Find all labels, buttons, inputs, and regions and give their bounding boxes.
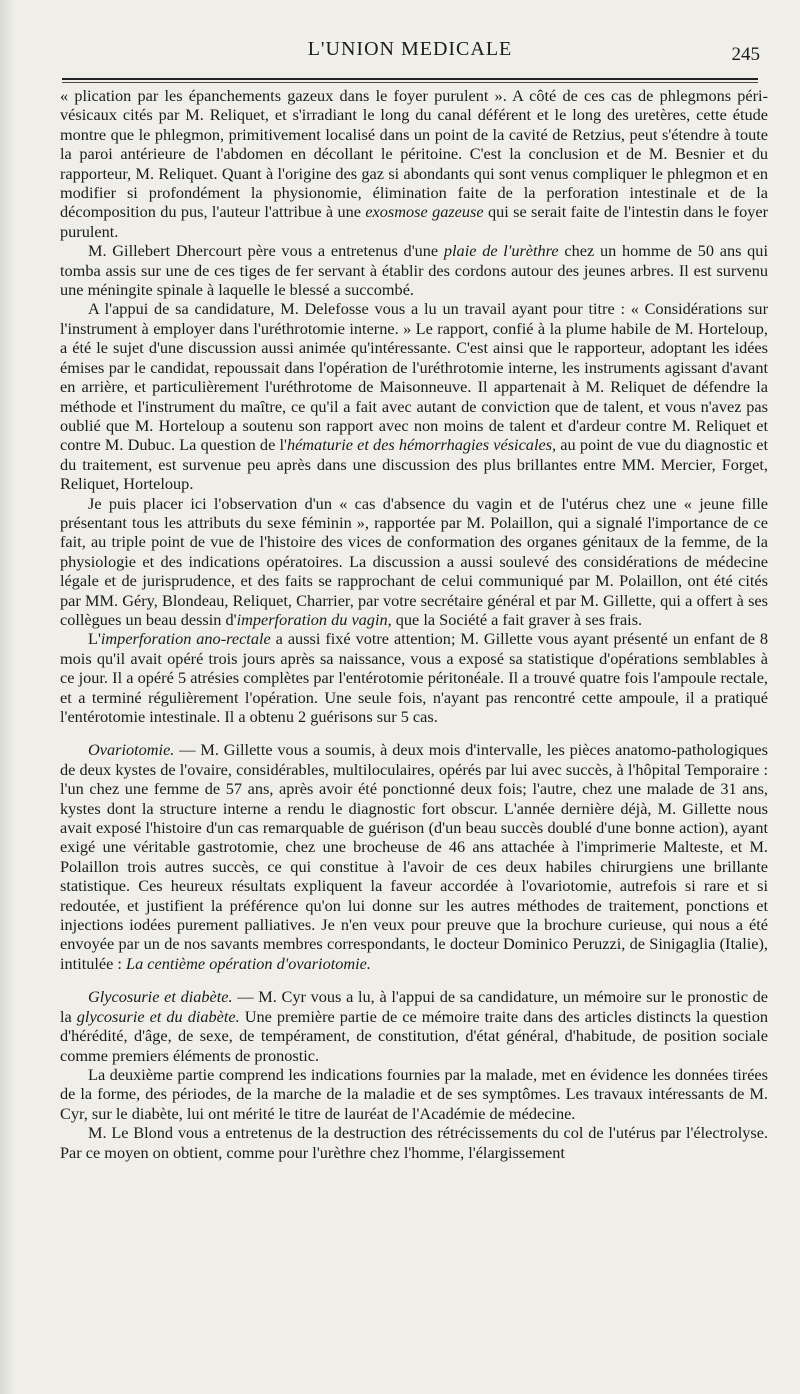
article-body	[60, 86, 768, 1162]
page-number: 245	[731, 44, 760, 65]
paragraph	[60, 494, 768, 630]
paragraph	[60, 1065, 768, 1123]
paragraph	[60, 1123, 768, 1162]
text-run: La deuxième partie comprend les indications fournies par la malade, met en évidence les données tirées de la forme, des périodes, de la marche de la maladie et de ses symptômes. Les travaux intéressants de M. Cyr, sur le diabète, lui ont mérité le titre de lauréat de l'Académie de médecine.	[60, 1064, 768, 1123]
text-run: au point de vue du diagnostic et du traitement, est survenue peu après dans une discussion des plus brillantes entre MM. Mercier, Forget, Reliquet, Horteloup.	[60, 435, 769, 494]
italic-text: imperforation ano-rectale	[100, 629, 271, 649]
page-gutter	[0, 0, 14, 1394]
text-run: a aussi fixé votre attention; M. Gillette vous ayant présenté un enfant de 8 mois qu'il avait opéré trois jours après sa naissance, vous a exposé sa statistique d'opérations semblables à ce jour. Il a opéré 5 atrésies complètes par l'entérotomie péritonéale. Il a trouvé quatre fois l'ampoule rectale, et a terminé régulièrement l'opération. Une seule fois, n'ayant pas rencontré cette ampoule, il a pratiqué l'entérotomie intestinale. Il a obtenu 2 guérisons sur 5 cas.	[60, 629, 768, 726]
page-header	[60, 38, 760, 68]
italic-text: exosmose gazeuse	[365, 202, 484, 222]
italic-text: plaie de l'urèthre	[443, 241, 559, 261]
text-run: « plication par les épanchements gazeux dans le foyer purulent ». A côté de ces cas de phlegmons péri-vésicaux cités par M. Reliquet, et s'irradiant le long du canal déférent et le long des uretères, cette étude montre que le phlegmon, primitivement localisé dans un point de la cavité de Retzius, peut s'étendre à toute la paroi antérieure de l'abdomen en décollant le péritoine. C'est la conclusion et de M. Besnier et du rapporteur, M. Reliquet. Quant à l'origine des gaz si abondants qui sont venus compliquer le phlegmon et en modifier si profondément la physionomie, élimination faite de la perforation intestinale et de la décomposition du pus, l'auteur l'attribue à une	[60, 86, 768, 222]
italic-text: Glycosurie et diabète.	[88, 987, 233, 1007]
text-run: M. Gillebert Dhercourt père vous a entretenus d'une	[88, 241, 444, 261]
paragraph	[60, 987, 768, 1065]
text-run: chez un homme de 50 ans qui tomba assis sur une de ces tiges de fer servant à établir des cordons autour des jeunes arbres. Il est survenu une méningite spinale à laquelle le blessé a succombé.	[60, 241, 768, 300]
paragraph	[60, 86, 768, 241]
text-run: Je puis placer ici l'observation d'un « cas d'absence du vagin et de l'utérus chez une « jeune fille présentant tous les attributs du sexe féminin », rapportée par M. Polaillon, qui a signalé l'importance de ce fait, au triple point de vue de l'histoire des vices de conformation des organes génitaux de la femme, de la physiologie et des indications opératoires. La discussion a aussi soulevé des considérations de médecine légale et de jurisprudence, et des faits se rapprochant de celui communiqué par M. Polaillon, ont été cités par MM. Géry, Blondeau, Reliquet, Charrier, par votre secrétaire général et par M. Gillette, qui a offert à ses collègues un beau dessin d'	[60, 493, 768, 629]
paragraph	[60, 241, 768, 299]
italic-text: imperforation du vagin	[236, 609, 388, 629]
text-run: , que la Société a fait graver à ses frais.	[387, 609, 643, 629]
text-run: — M. Cyr vous a lu, à l'appui de sa candidature, un mémoire sur le pronostic de la	[60, 987, 768, 1026]
italic-text: Ovariotomie.	[88, 740, 175, 760]
text-run: M. Le Blond vous a entretenus de la destruction des rétrécissements du col de l'utérus par l'électrolyse. Par ce moyen on obtient, comme pour l'urèthre chez l'homme, l'élargissement	[60, 1123, 768, 1162]
paragraph	[60, 740, 768, 973]
italic-text: La centième opération d'ovariotomie.	[126, 953, 371, 973]
paragraph	[60, 299, 768, 493]
text-run: Une première partie de ce mémoire traite dans des articles distincts la question d'hérédité, d'âge, de sexe, de tempérament, de constitution, d'état général, d'habitude, de position sociale comme premiers éléments de pronostic.	[60, 1006, 768, 1065]
header-rule	[62, 78, 758, 83]
paragraph	[60, 629, 768, 726]
text-run: — M. Gillette vous a soumis, à deux mois d'intervalle, les pièces anatomo-pathologiques de deux kystes de l'ovaire, considérables, multiloculaires, opérés par lui avec succès, à l'hôpital Temporaire : l'un chez une femme de 57 ans, après avoir été ponctionné deux fois; l'autre, chez une malade de 31 ans, kystes dont la structure interne a rendu le diagnostic fort obscur. L'année dernière déjà, M. Gillette nous avait exposé l'histoire d'un cas remarquable de guérison (d'un beau succès doublé d'une bonne action), ayant exigé une véritable gastrotomie, chez une brocheuse de 46 ans attachée à l'imprimerie Malteste, et M. Polaillon trois autres succès, ce qui constitue à l'avoir de ces deux habiles chirurgiens une brillante statistique. Ces heureux résultats expliquent la faveur accordée à l'ovariotomie, autrefois si rare et si redoutée, et justifient la préférence qu'on lui donne sur les autres méthodes de traitement, ponctions et injections iodées purement palliatives. Je n'en veux pour preuve que la brochure curieuse, qui nous a été envoyée par un de nos savants membres correspondants, le docteur Dominico Peruzzi, de Sinigaglia (Italie), intitulée :	[60, 740, 768, 973]
italic-text: glycosurie et du diabète.	[76, 1006, 240, 1026]
italic-text: hématurie et des hémorrhagies vésicales,	[286, 435, 557, 455]
text-run: A l'appui de sa candidature, M. Delefosse vous a lu un travail ayant pour titre : « Considérations sur l'instrument à employer dans l'uréthrotomie interne. » Le rapport, confié à la plume habile de M. Horteloup, a été le sujet d'une discussion aussi animée qu'intéressante. C'est ainsi que le rapporteur, adoptant les idées émises par le candidat, repoussait dans l'opération de l'uréthrotomie interne, les instruments agissant d'avant en arrière, et particulièrement l'uréthrotome de Maisonneuve. Il appartenait à M. Reliquet de défendre la méthode et l'instrument du maître, ce qu'il a fait avec autant de conviction que de talent, et vous n'avez pas oublié que M. Horteloup a soutenu son rapport avec non moins de talent et d'ardeur contre M. Reliquet et contre M. Dubuc. La question de l'	[60, 299, 768, 455]
text-run: L'	[88, 629, 101, 649]
running-title: L'UNION MEDICALE	[307, 38, 513, 60]
text-run: qui se serait faite de l'intestin dans le foyer purulent.	[60, 202, 769, 241]
